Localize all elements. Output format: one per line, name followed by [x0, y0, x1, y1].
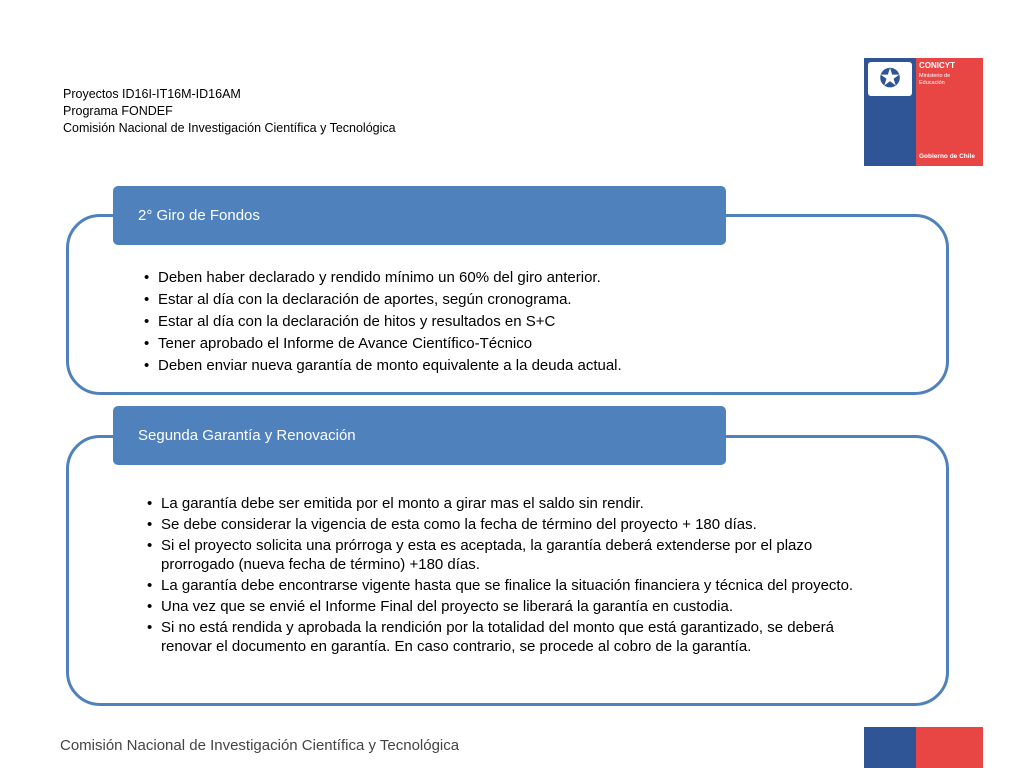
logo-subtitle-line1: Ministerio de: [919, 73, 951, 79]
section2-title: [113, 406, 726, 465]
footer-red-band: [916, 727, 983, 768]
header-block: [63, 86, 396, 137]
list-item: • Una vez que se envié el Informe Final del proyecto se liberará la garantía en custodia.: [146, 597, 876, 616]
header-program: Programa FONDEF: [63, 104, 173, 118]
logo-subtitle-line2: Educación: [919, 80, 945, 86]
list-item: • Si no está rendida y aprobada la rendición por la totalidad del monto que está garantizado, se deberá renovar el documento en garantía. En caso contrario, se procede al cobro de la garantía.: [146, 618, 876, 656]
list-item: • Deben haber declarado y rendido mínimo un 60% del giro anterior.: [143, 268, 843, 287]
list-item: • La garantía debe encontrarse vigente hasta que se finalice la situación financiera y técnica del proyecto.: [146, 576, 876, 595]
logo-footer: Gobierno de Chile: [919, 153, 975, 160]
footer-blue-band: [864, 727, 916, 768]
section1-list: [143, 268, 843, 378]
section1-title: [113, 186, 726, 245]
section2-title-text: Segunda Garantía y Renovación: [138, 427, 356, 444]
footer-institution: Comisión Nacional de Investigación Científica y Tecnológica: [60, 737, 460, 754]
list-item: • Si el proyecto solicita una prórroga y esta es aceptada, la garantía deberá extenderse por el plazo prorrogado (nueva fecha de término) +180 días.: [146, 536, 876, 574]
conicyt-logo: [864, 58, 983, 166]
logo-subtitle: [919, 73, 979, 87]
section2-list: [146, 494, 876, 658]
header-projects: Proyectos ID16I-IT16M-ID16AM: [63, 87, 241, 101]
list-item: • La garantía debe ser emitida por el monto a girar mas el saldo sin rendir.: [146, 494, 876, 513]
list-item: • Deben enviar nueva garantía de monto equivalente a la deuda actual.: [143, 356, 843, 375]
list-item: • Estar al día con la declaración de aportes, según cronograma.: [143, 290, 843, 309]
list-item: • Estar al día con la declaración de hitos y resultados en S+C: [143, 312, 843, 331]
list-item: • Tener aprobado el Informe de Avance Científico-Técnico: [143, 334, 843, 353]
logo-title: CONICYT: [919, 61, 955, 70]
section1-title-text: 2° Giro de Fondos: [138, 207, 260, 224]
coat-of-arms-icon: ✪: [868, 62, 912, 96]
header-institution: Comisión Nacional de Investigación Científica y Tecnológica: [63, 121, 396, 135]
list-item: • Se debe considerar la vigencia de esta como la fecha de término del proyecto + 180 días.: [146, 515, 876, 534]
